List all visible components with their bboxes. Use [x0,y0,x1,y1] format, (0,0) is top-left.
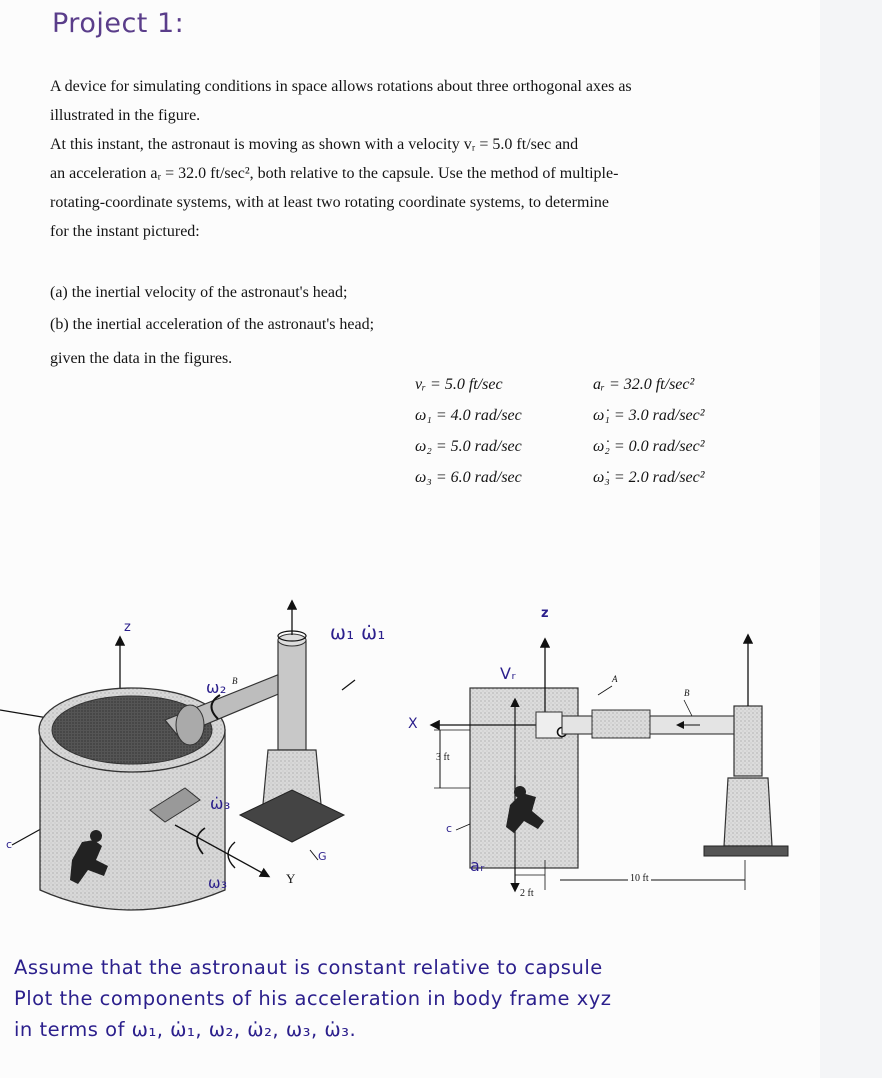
c-axis-label-right: c [446,822,453,835]
omega1-label: ω₁ ω̇₁ [330,622,386,644]
b-label-right: B [684,688,690,698]
three-ft-dimension: 3 ft [436,752,450,763]
note-line: Plot the components of his acceleration in body frame xyz [14,987,612,1010]
data-value: ω₁ = 4.0 rad/sec [415,407,522,424]
capsule-isometric-diagram [0,560,400,930]
capsule-side-diagram [400,560,820,930]
page-title: Project 1: [52,8,185,39]
y-axis-label: Y [286,871,296,886]
side-margin [820,0,882,1078]
a-label: A [612,674,618,684]
data-value: ω̇₁ = 3.0 rad/sec² [593,407,705,424]
data-column-velocities [415,376,522,500]
question-part-a: (a) the inertial velocity of the astronaut's head; [50,284,348,301]
z-axis-label-right: z [541,606,550,621]
instructions-paragraph [50,130,618,246]
instructions-line: At this instant, the astronaut is moving as shown with a velocity vᵣ = 5.0 ft/sec and [50,136,579,153]
data-value: ω₃ = 6.0 rad/sec [415,469,522,486]
data-value: vᵣ = 5.0 ft/sec [415,376,503,393]
ten-ft-dimension: 10 ft [630,873,649,884]
given-statement: given the data in the figures. [50,350,233,367]
data-value: ω̇₂ = 0.0 rad/sec² [593,438,705,455]
z-axis-label: z [124,620,132,635]
instructions-line: rotating-coordinate systems, with at least two rotating coordinate systems, to determine [50,194,609,211]
data-column-accelerations [593,376,705,500]
omega3-label: ω₃ [208,874,228,892]
intro-paragraph [50,72,632,130]
x-axis-label: X [408,716,419,732]
data-value: ω₂ = 5.0 rad/sec [415,438,522,455]
two-ft-dimension: 2 ft [520,888,534,899]
ar-label: aᵣ [470,856,485,875]
data-value: ω̇₃ = 2.0 rad/sec² [593,469,705,486]
figure-area [0,560,820,930]
instructions-line: for the instant pictured: [50,223,200,240]
handwritten-note [14,952,612,1045]
intro-line: illustrated in the figure. [50,107,201,124]
g-label: G [318,850,328,863]
vr-label: Vᵣ [500,664,517,683]
instructions-line: an acceleration aᵣ = 32.0 ft/sec², both relative to the capsule. Use the method of multiple- [50,165,619,182]
omega3-dot-label: ω̇₃ [210,794,231,813]
question-part-b: (b) the inertial acceleration of the astronaut's head; [50,316,375,333]
data-value: aᵣ = 32.0 ft/sec² [593,376,695,393]
intro-line: A device for simulating conditions in space allows rotations about three orthogonal axes as [50,78,632,95]
omega2-label: ω₂ [206,678,227,697]
c-axis-label: c [6,838,13,851]
note-line: Assume that the astronaut is constant relative to capsule [14,956,603,979]
note-line: in terms of ω₁, ω̇₁, ω₂, ω̇₂, ω₃, ω̇₃. [14,1018,357,1041]
question-list [50,284,374,348]
b-label-left: B [232,676,238,686]
